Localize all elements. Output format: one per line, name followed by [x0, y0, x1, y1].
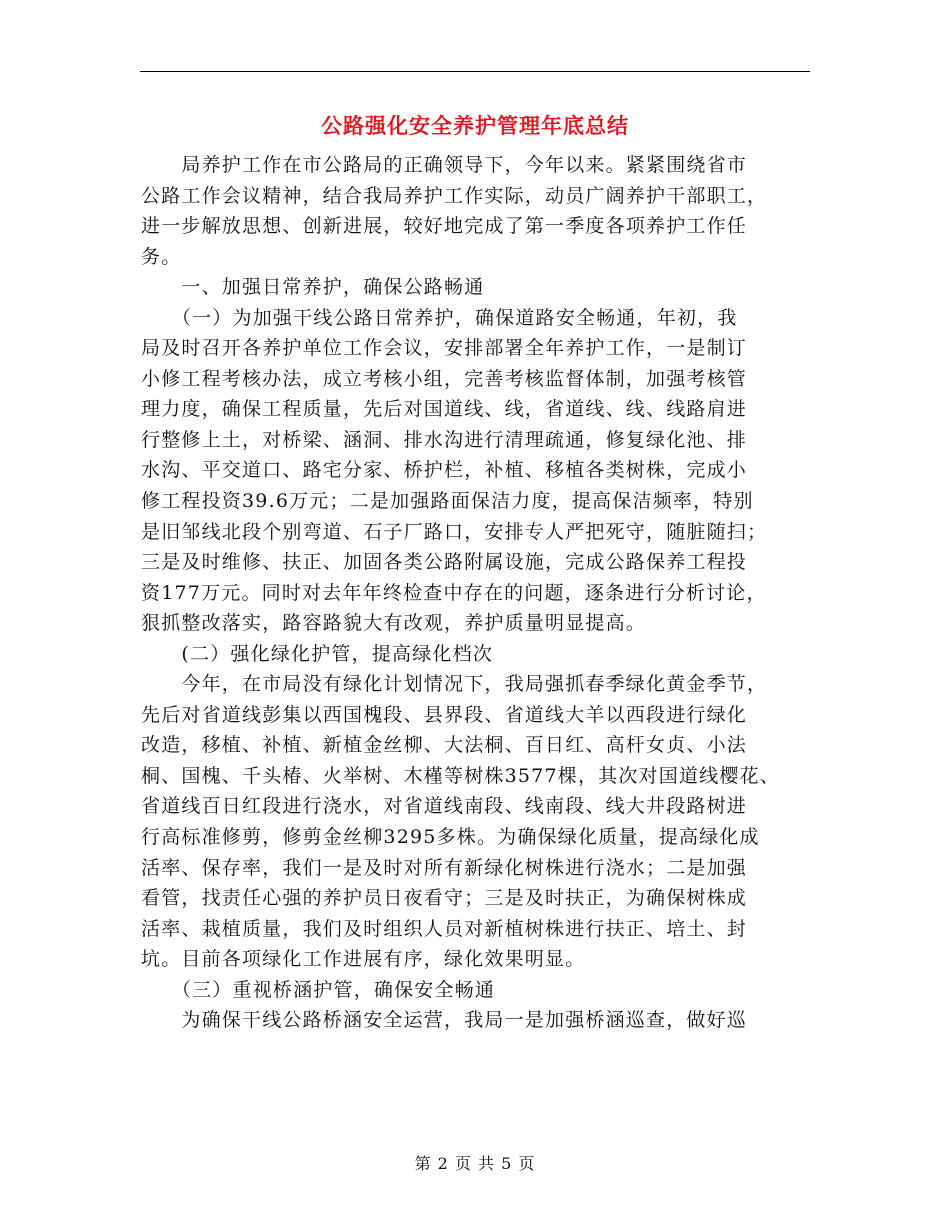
body-line: 务。 [141, 245, 182, 268]
body-line: 今年，在市局没有绿化计划情况下，我局强抓春季绿化黄金季节， [141, 673, 768, 696]
body-line: （一）为加强干线公路日常养护，确保道路安全畅通，年初，我 [141, 306, 738, 329]
body-line: 行整修上土，对桥梁、涵洞、排水沟进行清理疏通，修复绿化池、排 [141, 428, 748, 451]
body-line: 坑。目前各项绿化工作进展有序，绿化效果明显。 [141, 948, 586, 971]
body-line: 资177万元。同时对去年年终检查中存在的问题，逐条进行分析讨论， [141, 581, 767, 604]
body-line: 理力度，确保工程质量，先后对国道线、线，省道线、线、线路肩进 [141, 398, 748, 421]
body-line: 三是及时维修、扶正、加固各类公路附属设施，完成公路保养工程投 [141, 551, 748, 574]
body-line: 修工程投资39.6万元；二是加强路面保洁力度，提高保洁频率，特别 [141, 490, 754, 513]
body-line: 改造，移植、补植、新植金丝柳、大法桐、百日红、高杆女贞、小法 [141, 734, 748, 757]
body-line: 进一步解放思想、创新进展，较好地完成了第一季度各项养护工作任 [141, 215, 748, 238]
body-line: 水沟、平交道口、路宅分家、桥护栏，补植、移植各类树株，完成小 [141, 459, 748, 482]
body-line: 先后对省道线彭集以西国槐段、县界段、省道线大羊以西段进行绿化 [141, 703, 748, 726]
page-number: 第 2 页 共 5 页 [414, 1154, 536, 1173]
body-line: 局及时召开各养护单位工作会议，安排部署全年养护工作，一是制订 [141, 337, 748, 360]
body-line: 为确保干线公路桥涵安全运营，我局一是加强桥涵巡查，做好巡 [141, 1009, 748, 1032]
body-line: 小修工程考核办法，成立考核小组，完善考核监督体制，加强考核管 [141, 367, 748, 390]
body-line: 局养护工作在市公路局的正确领导下，今年以来。紧紧围绕省市 [141, 154, 748, 176]
body-line: 活率、保存率，我们一是及时对所有新绿化树株进行浇水；二是加强 [141, 856, 748, 879]
subsection-heading-2: (二）强化绿化护管，提高绿化档次 [141, 642, 494, 665]
document-title: 公路强化安全养护管理年底总结 [321, 114, 629, 138]
subsection-heading-3: （三）重视桥涵护管，确保安全畅通 [141, 978, 496, 1001]
body-line: 桐、国槐、千头椿、火举树、木槿等树株3577棵，其次对国道线樱花、 [141, 764, 780, 787]
header-rule [140, 71, 810, 72]
body-line: 省道线百日红段进行浇水，对省道线南段、线南段、线大井段路树进 [141, 795, 748, 818]
section-heading-1: 一、加强日常养护，确保公路畅通 [141, 276, 485, 299]
body-line: 看管，找责任心强的养护员日夜看守；三是及时扶正，为确保树株成 [141, 887, 748, 910]
body-line: 行高标准修剪，修剪金丝柳3295多株。为确保绿化质量，提高绿化成 [141, 826, 760, 849]
body-line: 是旧邹线北段个别弯道、石子厂路口，安排专人严把死守，随脏随扫； [141, 520, 768, 543]
body-line: 狠抓整改落实，路容路貌大有改观，养护质量明显提高。 [141, 612, 647, 635]
document-body [141, 150, 821, 1036]
body-line: 公路工作会议精神，结合我局养护工作实际，动员广阔养护干部职工， [141, 184, 768, 207]
body-line: 活率、栽植质量，我们及时组织人员对新植树株进行扶正、培土、封 [141, 917, 748, 940]
